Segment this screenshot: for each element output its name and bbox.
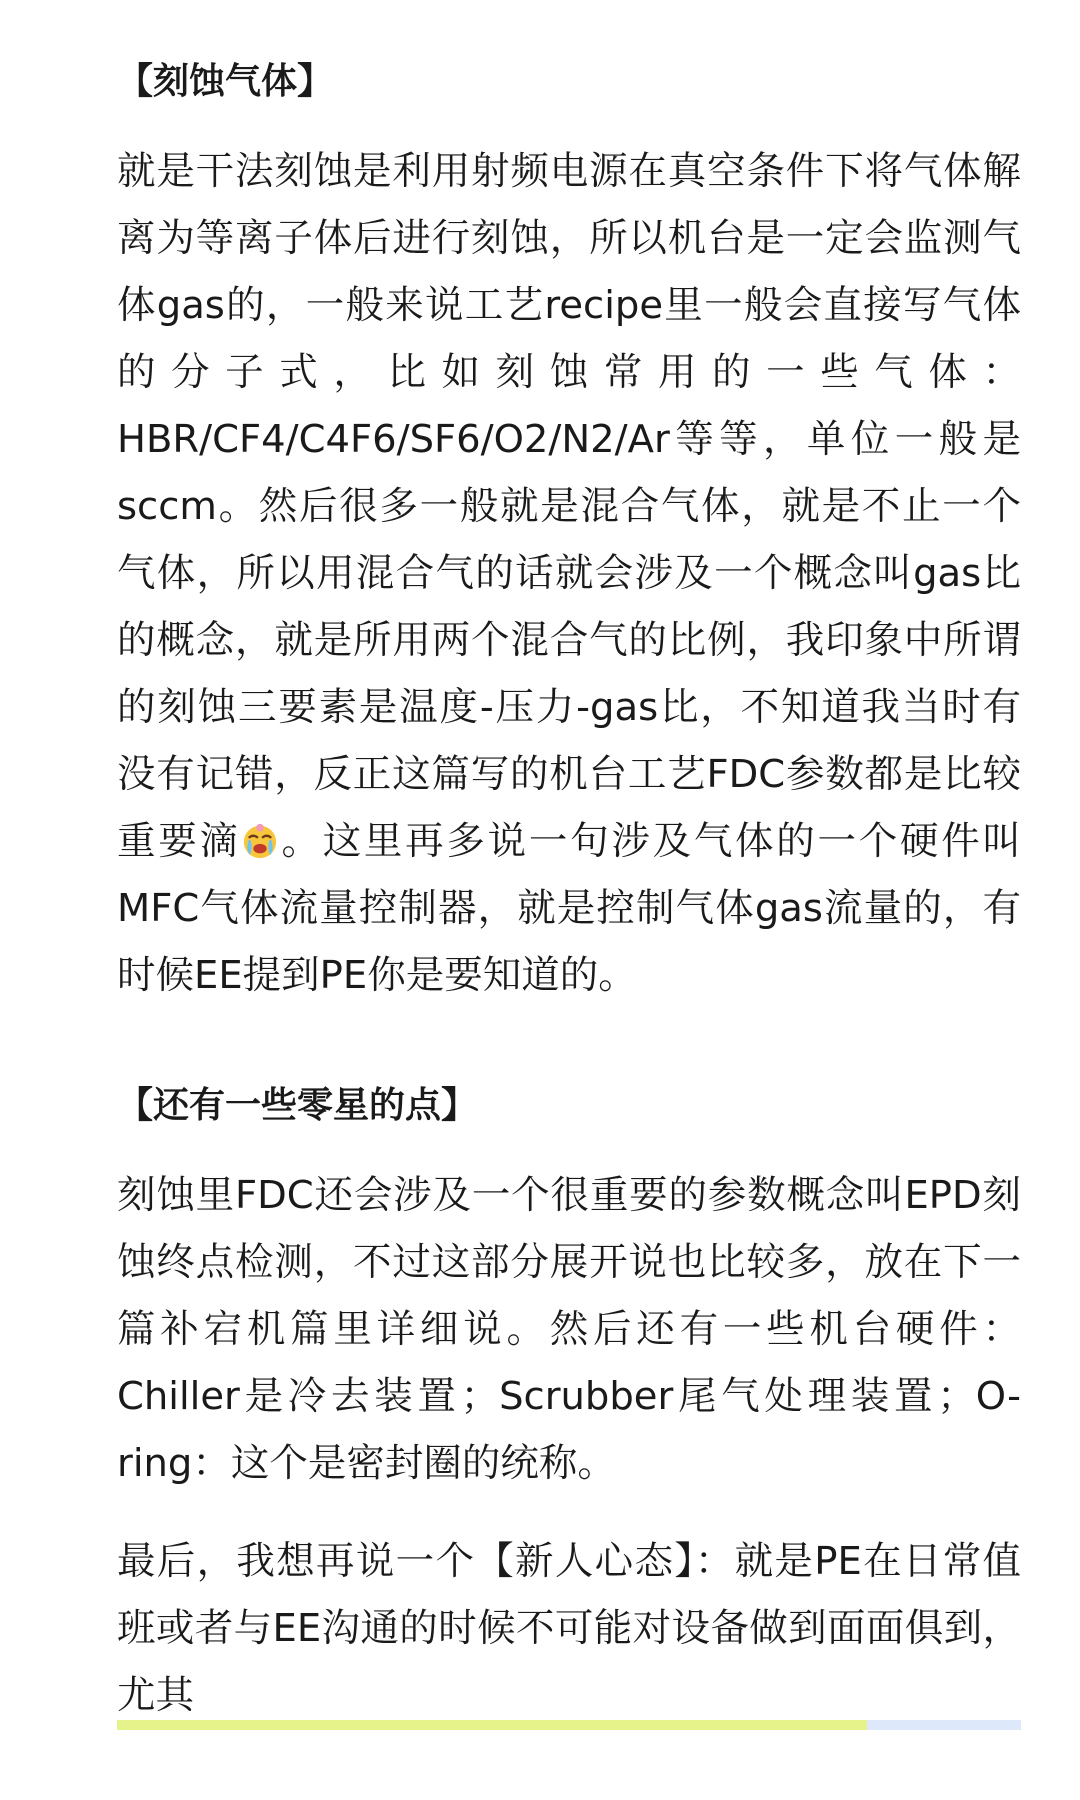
paragraph-etch-gas-text: 就是干法刻蚀是利用射频电源在真空条件下将气体解离为等离子体后进行刻蚀，所以机台是一定会监测气体gas的，一般来说工艺recipe里一般会直接写气体的分子式，比如刻蚀常用的一些气体：HBR/CF4/C4F6/SF6/O2/N2/Ar等等，单位一般是sccm。然后很多一般就是混合气体，就是不止一个气体，所以用混合气的话就会涉及一个概念叫gas比的概念，就是所用两个混合气的比例，我印象中所谓的刻蚀三要素是温度-压力-gas比，不知道我当时有没有记错，反正这篇写的机台工艺FDC参数都是比较重要滴 [117,149,1021,864]
paragraph-etch-gas [117,138,1021,1009]
section-heading-etch-gas: 【刻蚀气体】 [117,61,334,102]
paragraph-misc-points: 刻蚀里FDC还会涉及一个很重要的参数概念叫EPD刻蚀终点检测，不过这部分展开说也比较多，放在下一篇补宕机篇里详细说。然后还有一些机台硬件：Chiller是冷去装置；Scrubber尾气处理装置；O-ring：这个是密封圈的统称。 [117,1173,1021,1486]
paragraph-etch-gas-tail: 。这里再多说一句涉及气体的一个硬件叫MFC气体流量控制器，就是控制气体gas流量的，有时候EE提到PE你是要知道的。 [117,819,1021,998]
reading-progress-fill [117,1720,867,1730]
crying-face-emoji-icon [241,822,279,860]
reading-progress-bar [117,1720,1021,1730]
section-heading-misc-points: 【还有一些零星的点】 [117,1085,478,1126]
paragraph-newcomer-mindset: 最后，我想再说一个【新人心态】：就是PE在日常值班或者与EE沟通的时候不可能对设备做到面面俱到，尤其 [117,1539,1021,1718]
